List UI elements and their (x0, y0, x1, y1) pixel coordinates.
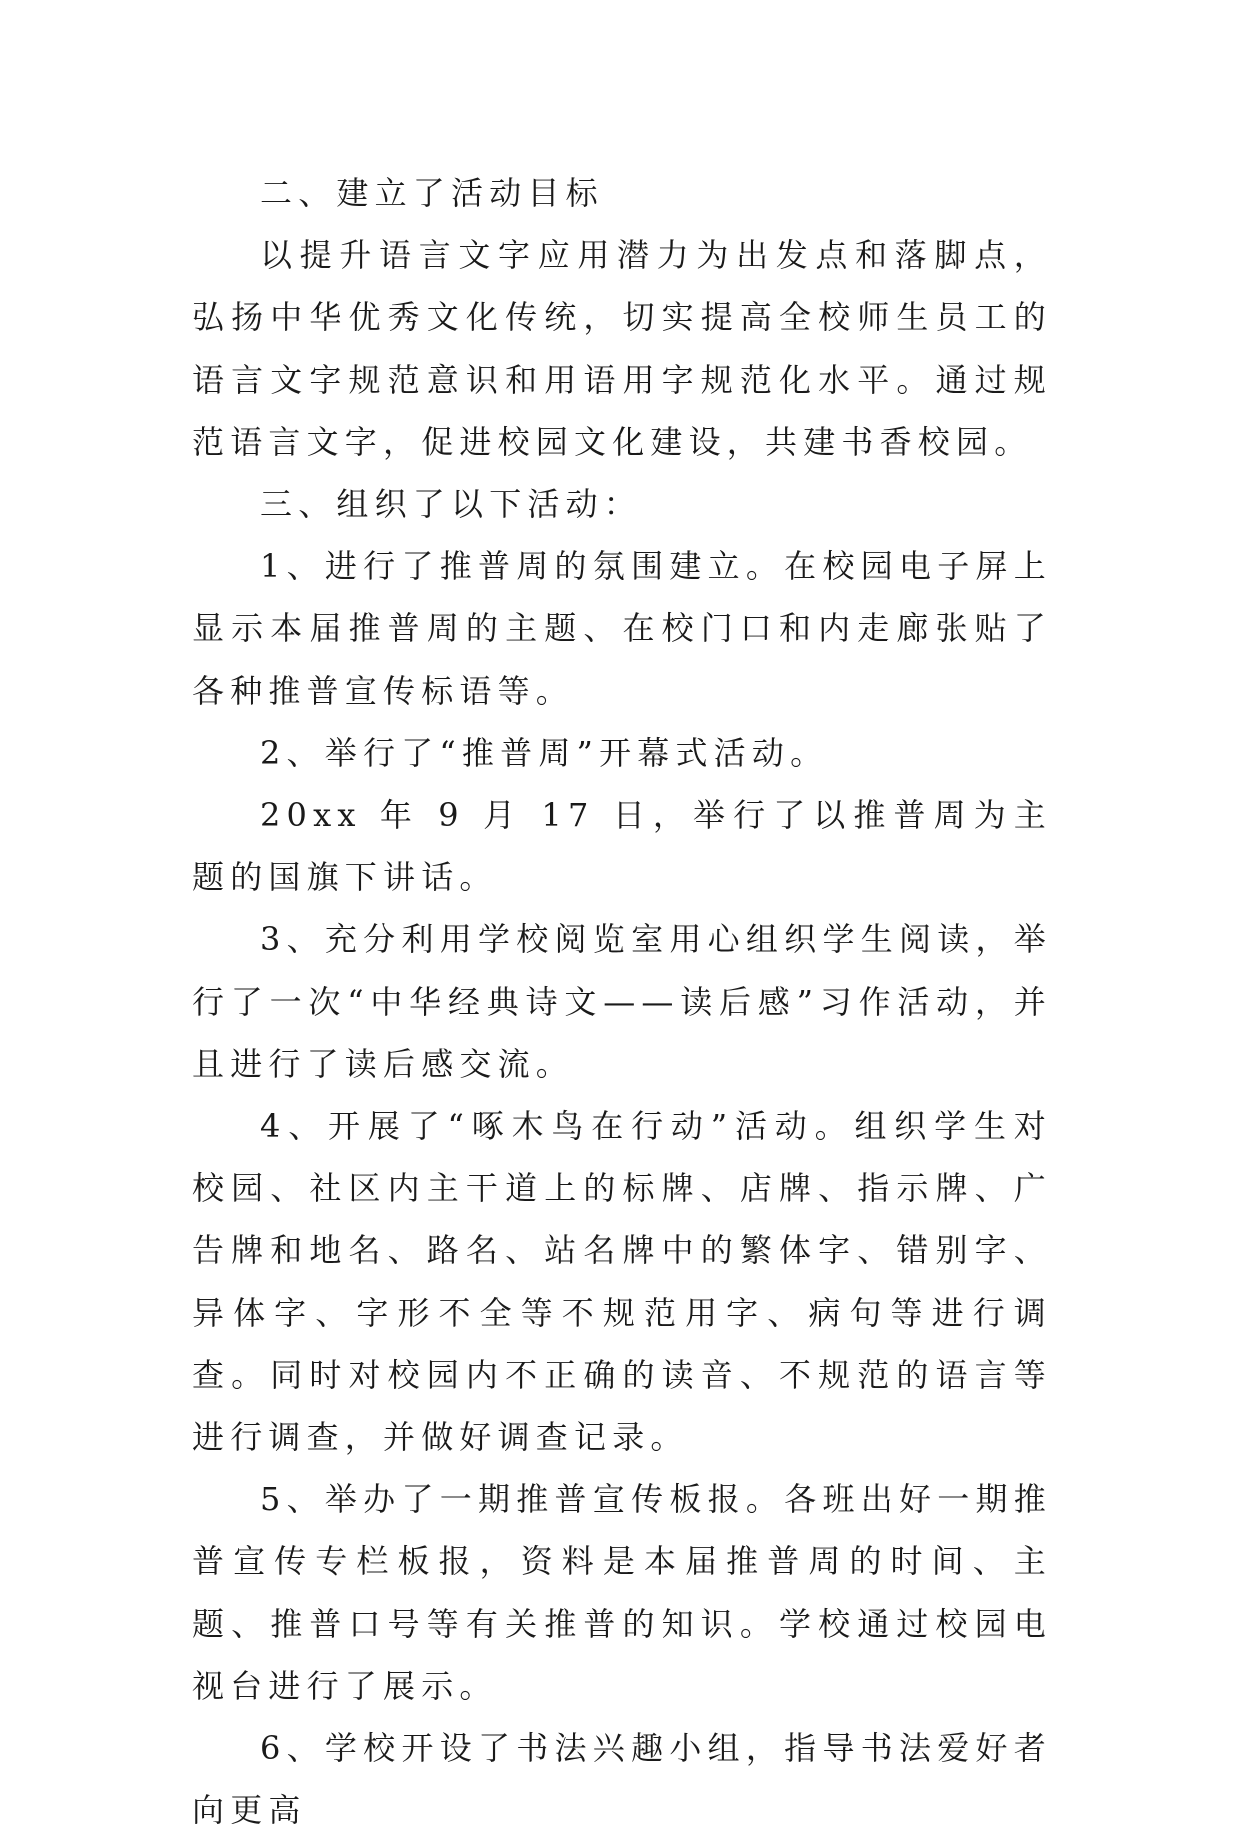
paragraph-activity-4: 4、开展了“啄木鸟在行动”活动。组织学生对校园、社区内主干道上的标牌、店牌、指示牌、广告牌和地名、路名、站名牌中的繁体字、错别字、异体字、字形不全等不规范用字、病句等进行调查。同时对校园内不正确的读音、不规范的语言等进行调查，并做好调查记录。 (192, 1107, 1052, 1457)
paragraph-activity-5: 5、举办了一期推普宣传板报。各班出好一期推普宣传专栏板报，资料是本届推普周的时间、主题、推普口号等有关推普的知识。学校通过校园电视台进行了展示。 (192, 1480, 1052, 1705)
paragraph-activity-2: 2、举行了“推普周”开幕式活动。 (260, 733, 829, 772)
paragraph-activity-1: 1、进行了推普周的氛围建立。在校园电子屏上显示本届推普周的主题、在校门口和内走廊张贴了各种推普宣传标语等。 (192, 547, 1052, 710)
section-heading-goals: 二、建立了活动目标 (260, 174, 604, 212)
section-heading-activities: 三、组织了以下活动： (260, 485, 643, 524)
paragraph-activity-6: 6、学校开设了书法兴趣小组，指导书法爱好者向更高 (192, 1729, 1052, 1830)
document-body (192, 162, 1052, 1841)
paragraph-goals-text: 以提升语言文字应用潜力为出发点和落脚点，弘扬中华优秀文化传统，切实提高全校师生员工的语言文字规范意识和用语用字规范化水平。通过规范语言文字，促进校园文化建设，共建书香校园。 (192, 236, 1052, 461)
paragraph-date-speech: 20xx 年 9 月 17 日，举行了以推普周为主题的国旗下讲话。 (192, 796, 1052, 897)
paragraph-activity-3: 3、充分利用学校阅览室用心组织学生阅读，举行了一次“中华经典诗文——读后感”习作活动，并且进行了读后感交流。 (192, 920, 1052, 1083)
